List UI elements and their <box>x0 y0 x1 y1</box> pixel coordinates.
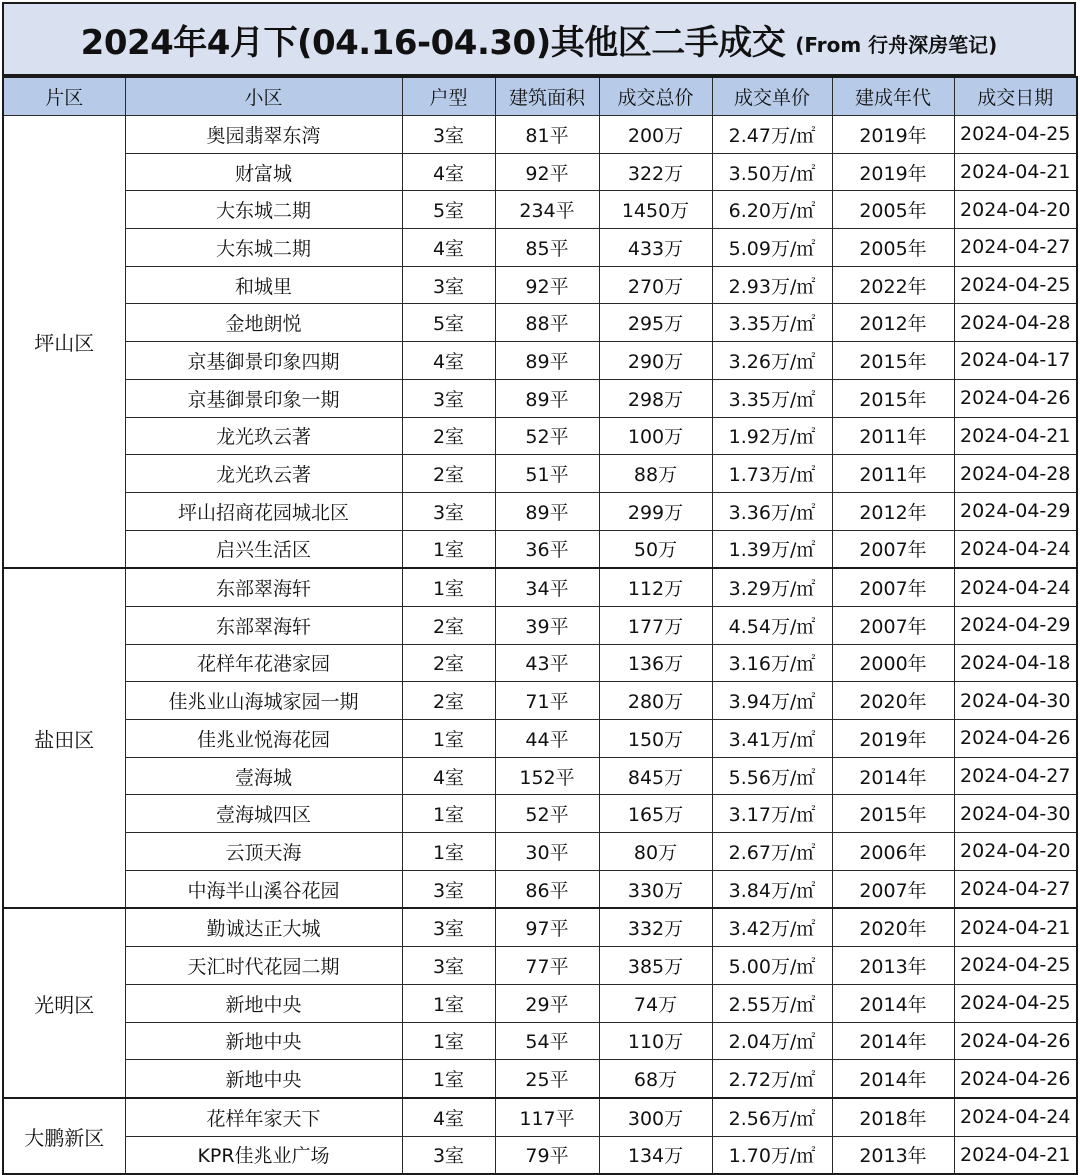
table-row <box>3 153 1077 191</box>
table-row <box>3 191 1077 229</box>
build-year-cell: 2015年 <box>832 379 954 417</box>
community-cell: 龙光玖云著 <box>125 417 402 455</box>
build-year-cell: 2007年 <box>832 870 954 908</box>
layout-cell: 4室 <box>402 229 495 267</box>
layout-cell: 3室 <box>402 908 495 946</box>
unit-price-cell: 2.67万/㎡ <box>712 833 832 871</box>
layout-cell: 1室 <box>402 568 495 606</box>
area-cell: 89平 <box>495 342 599 380</box>
unit-price-cell: 2.47万/㎡ <box>712 116 832 154</box>
community-cell: 花样年花港家园 <box>125 644 402 682</box>
layout-cell: 1室 <box>402 1060 495 1098</box>
area-cell: 92平 <box>495 153 599 191</box>
unit-price-cell: 3.42万/㎡ <box>712 908 832 946</box>
table-row <box>3 342 1077 380</box>
build-year-cell: 2000年 <box>832 644 954 682</box>
layout-cell: 1室 <box>402 1022 495 1060</box>
layout-cell: 3室 <box>402 266 495 304</box>
layout-cell: 2室 <box>402 644 495 682</box>
deal-date-cell: 2024-04-21 <box>954 417 1077 455</box>
unit-price-cell: 2.56万/㎡ <box>712 1098 832 1136</box>
col-header-layout: 户型 <box>402 77 495 116</box>
total-price-cell: 270万 <box>599 266 712 304</box>
total-price-cell: 298万 <box>599 379 712 417</box>
total-price-cell: 300万 <box>599 1098 712 1136</box>
col-header-build-year: 建成年代 <box>832 77 954 116</box>
total-price-cell: 134万 <box>599 1136 712 1174</box>
table-row <box>3 870 1077 908</box>
area-cell: 152平 <box>495 757 599 795</box>
total-price-cell: 112万 <box>599 568 712 606</box>
community-cell: 财富城 <box>125 153 402 191</box>
community-cell: 勤诚达正大城 <box>125 908 402 946</box>
total-price-cell: 136万 <box>599 644 712 682</box>
community-cell: 坪山招商花园城北区 <box>125 492 402 530</box>
community-cell: 京基御景印象四期 <box>125 342 402 380</box>
deal-date-cell: 2024-04-25 <box>954 266 1077 304</box>
build-year-cell: 2007年 <box>832 568 954 606</box>
area-cell: 34平 <box>495 568 599 606</box>
area-cell: 234平 <box>495 191 599 229</box>
deal-date-cell: 2024-04-21 <box>954 153 1077 191</box>
community-cell: 花样年家天下 <box>125 1098 402 1136</box>
total-price-cell: 165万 <box>599 795 712 833</box>
community-cell: 和城里 <box>125 266 402 304</box>
layout-cell: 3室 <box>402 379 495 417</box>
unit-price-cell: 3.36万/㎡ <box>712 492 832 530</box>
layout-cell: 3室 <box>402 870 495 908</box>
area-cell: 89平 <box>495 379 599 417</box>
community-cell: 东部翠海轩 <box>125 568 402 606</box>
table-row <box>3 757 1077 795</box>
sheet-title <box>2 2 1076 76</box>
layout-cell: 1室 <box>402 984 495 1022</box>
layout-cell: 3室 <box>402 947 495 985</box>
table-row <box>3 229 1077 267</box>
title-source: (From 行舟深房笔记) <box>795 32 998 57</box>
deal-date-cell: 2024-04-26 <box>954 720 1077 758</box>
community-cell: 新地中央 <box>125 1060 402 1098</box>
total-price-cell: 290万 <box>599 342 712 380</box>
build-year-cell: 2006年 <box>832 833 954 871</box>
unit-price-cell: 5.56万/㎡ <box>712 757 832 795</box>
unit-price-cell: 3.94万/㎡ <box>712 682 832 720</box>
community-cell: 大东城二期 <box>125 191 402 229</box>
area-cell: 81平 <box>495 116 599 154</box>
deal-date-cell: 2024-04-28 <box>954 455 1077 493</box>
community-cell: 金地朗悦 <box>125 304 402 342</box>
community-cell: 大东城二期 <box>125 229 402 267</box>
district-cell: 大鹏新区 <box>3 1098 125 1174</box>
unit-price-cell: 6.20万/㎡ <box>712 191 832 229</box>
deal-date-cell: 2024-04-26 <box>954 1060 1077 1098</box>
total-price-cell: 433万 <box>599 229 712 267</box>
community-cell: 奥园翡翠东湾 <box>125 116 402 154</box>
area-cell: 36平 <box>495 530 599 568</box>
build-year-cell: 2005年 <box>832 191 954 229</box>
community-cell: 新地中央 <box>125 984 402 1022</box>
unit-price-cell: 3.41万/㎡ <box>712 720 832 758</box>
total-price-cell: 845万 <box>599 757 712 795</box>
unit-price-cell: 4.54万/㎡ <box>712 606 832 644</box>
layout-cell: 1室 <box>402 720 495 758</box>
build-year-cell: 2011年 <box>832 417 954 455</box>
total-price-cell: 330万 <box>599 870 712 908</box>
area-cell: 89平 <box>495 492 599 530</box>
layout-cell: 5室 <box>402 304 495 342</box>
total-price-cell: 177万 <box>599 606 712 644</box>
title-main: 2024年4月下(04.16-04.30)其他区二手成交 <box>80 22 786 63</box>
col-header-unit-price: 成交单价 <box>712 77 832 116</box>
total-price-cell: 385万 <box>599 947 712 985</box>
build-year-cell: 2022年 <box>832 266 954 304</box>
community-cell: 东部翠海轩 <box>125 606 402 644</box>
area-cell: 88平 <box>495 304 599 342</box>
table-body <box>3 116 1077 1175</box>
layout-cell: 1室 <box>402 530 495 568</box>
build-year-cell: 2015年 <box>832 342 954 380</box>
community-cell: 龙光玖云著 <box>125 455 402 493</box>
deal-date-cell: 2024-04-21 <box>954 1136 1077 1174</box>
build-year-cell: 2014年 <box>832 1060 954 1098</box>
table-row <box>3 795 1077 833</box>
layout-cell: 1室 <box>402 833 495 871</box>
table-row <box>3 644 1077 682</box>
deal-date-cell: 2024-04-26 <box>954 1022 1077 1060</box>
layout-cell: 4室 <box>402 757 495 795</box>
deal-date-cell: 2024-04-20 <box>954 191 1077 229</box>
deal-date-cell: 2024-04-26 <box>954 379 1077 417</box>
area-cell: 86平 <box>495 870 599 908</box>
table-row <box>3 984 1077 1022</box>
table-row <box>3 379 1077 417</box>
table-row <box>3 833 1077 871</box>
area-cell: 43平 <box>495 644 599 682</box>
unit-price-cell: 1.39万/㎡ <box>712 530 832 568</box>
unit-price-cell: 3.35万/㎡ <box>712 379 832 417</box>
table-row <box>3 492 1077 530</box>
area-cell: 71平 <box>495 682 599 720</box>
deal-date-cell: 2024-04-24 <box>954 530 1077 568</box>
community-cell: KPR佳兆业广场 <box>125 1136 402 1174</box>
area-cell: 51平 <box>495 455 599 493</box>
deal-date-cell: 2024-04-28 <box>954 304 1077 342</box>
total-price-cell: 322万 <box>599 153 712 191</box>
unit-price-cell: 2.04万/㎡ <box>712 1022 832 1060</box>
unit-price-cell: 1.92万/㎡ <box>712 417 832 455</box>
build-year-cell: 2014年 <box>832 984 954 1022</box>
table-row <box>3 908 1077 946</box>
unit-price-cell: 2.72万/㎡ <box>712 1060 832 1098</box>
layout-cell: 2室 <box>402 417 495 455</box>
total-price-cell: 50万 <box>599 530 712 568</box>
table-row <box>3 417 1077 455</box>
deal-date-cell: 2024-04-20 <box>954 833 1077 871</box>
layout-cell: 3室 <box>402 116 495 154</box>
unit-price-cell: 3.35万/㎡ <box>712 304 832 342</box>
build-year-cell: 2012年 <box>832 492 954 530</box>
district-cell: 光明区 <box>3 908 125 1097</box>
layout-cell: 2室 <box>402 682 495 720</box>
district-cell: 坪山区 <box>3 116 125 569</box>
table-row <box>3 606 1077 644</box>
community-cell: 启兴生活区 <box>125 530 402 568</box>
unit-price-cell: 5.09万/㎡ <box>712 229 832 267</box>
layout-cell: 3室 <box>402 1136 495 1174</box>
deal-date-cell: 2024-04-30 <box>954 682 1077 720</box>
col-header-total-price: 成交总价 <box>599 77 712 116</box>
table-row <box>3 1022 1077 1060</box>
total-price-cell: 1450万 <box>599 191 712 229</box>
community-cell: 新地中央 <box>125 1022 402 1060</box>
deal-date-cell: 2024-04-25 <box>954 116 1077 154</box>
table-row <box>3 530 1077 568</box>
build-year-cell: 2019年 <box>832 153 954 191</box>
header-row <box>3 77 1077 116</box>
layout-cell: 4室 <box>402 153 495 191</box>
build-year-cell: 2007年 <box>832 530 954 568</box>
table-row <box>3 1136 1077 1174</box>
deal-date-cell: 2024-04-25 <box>954 947 1077 985</box>
area-cell: 29平 <box>495 984 599 1022</box>
layout-cell: 2室 <box>402 455 495 493</box>
table-row <box>3 116 1077 154</box>
deal-date-cell: 2024-04-21 <box>954 908 1077 946</box>
build-year-cell: 2020年 <box>832 908 954 946</box>
build-year-cell: 2013年 <box>832 947 954 985</box>
total-price-cell: 100万 <box>599 417 712 455</box>
community-cell: 中海半山溪谷花园 <box>125 870 402 908</box>
total-price-cell: 68万 <box>599 1060 712 1098</box>
col-header-deal-date: 成交日期 <box>954 77 1077 116</box>
area-cell: 52平 <box>495 795 599 833</box>
area-cell: 44平 <box>495 720 599 758</box>
table-row <box>3 947 1077 985</box>
unit-price-cell: 1.70万/㎡ <box>712 1136 832 1174</box>
deal-date-cell: 2024-04-18 <box>954 644 1077 682</box>
build-year-cell: 2020年 <box>832 682 954 720</box>
layout-cell: 5室 <box>402 191 495 229</box>
deal-date-cell: 2024-04-24 <box>954 568 1077 606</box>
total-price-cell: 80万 <box>599 833 712 871</box>
build-year-cell: 2013年 <box>832 1136 954 1174</box>
table-row <box>3 720 1077 758</box>
layout-cell: 4室 <box>402 1098 495 1136</box>
total-price-cell: 295万 <box>599 304 712 342</box>
community-cell: 壹海城四区 <box>125 795 402 833</box>
total-price-cell: 110万 <box>599 1022 712 1060</box>
layout-cell: 3室 <box>402 492 495 530</box>
unit-price-cell: 3.17万/㎡ <box>712 795 832 833</box>
total-price-cell: 150万 <box>599 720 712 758</box>
total-price-cell: 88万 <box>599 455 712 493</box>
community-cell: 佳兆业山海城家园一期 <box>125 682 402 720</box>
area-cell: 97平 <box>495 908 599 946</box>
build-year-cell: 2014年 <box>832 1022 954 1060</box>
table-row <box>3 1060 1077 1098</box>
build-year-cell: 2005年 <box>832 229 954 267</box>
community-cell: 天汇时代花园二期 <box>125 947 402 985</box>
unit-price-cell: 3.16万/㎡ <box>712 644 832 682</box>
unit-price-cell: 5.00万/㎡ <box>712 947 832 985</box>
deal-date-cell: 2024-04-27 <box>954 757 1077 795</box>
table-row <box>3 1098 1077 1136</box>
deal-date-cell: 2024-04-27 <box>954 870 1077 908</box>
deal-date-cell: 2024-04-29 <box>954 492 1077 530</box>
area-cell: 79平 <box>495 1136 599 1174</box>
total-price-cell: 299万 <box>599 492 712 530</box>
area-cell: 52平 <box>495 417 599 455</box>
col-header-district: 片区 <box>3 77 125 116</box>
unit-price-cell: 3.50万/㎡ <box>712 153 832 191</box>
area-cell: 25平 <box>495 1060 599 1098</box>
deal-date-cell: 2024-04-24 <box>954 1098 1077 1136</box>
build-year-cell: 2012年 <box>832 304 954 342</box>
build-year-cell: 2011年 <box>832 455 954 493</box>
transactions-table <box>2 76 1078 1175</box>
area-cell: 77平 <box>495 947 599 985</box>
build-year-cell: 2007年 <box>832 606 954 644</box>
unit-price-cell: 3.29万/㎡ <box>712 568 832 606</box>
unit-price-cell: 2.93万/㎡ <box>712 266 832 304</box>
unit-price-cell: 1.73万/㎡ <box>712 455 832 493</box>
build-year-cell: 2015年 <box>832 795 954 833</box>
build-year-cell: 2018年 <box>832 1098 954 1136</box>
layout-cell: 1室 <box>402 795 495 833</box>
deal-date-cell: 2024-04-17 <box>954 342 1077 380</box>
col-header-community: 小区 <box>125 77 402 116</box>
deal-date-cell: 2024-04-27 <box>954 229 1077 267</box>
community-cell: 云顶天海 <box>125 833 402 871</box>
unit-price-cell: 2.55万/㎡ <box>712 984 832 1022</box>
area-cell: 39平 <box>495 606 599 644</box>
district-cell: 盐田区 <box>3 568 125 908</box>
table-row <box>3 266 1077 304</box>
build-year-cell: 2019年 <box>832 116 954 154</box>
area-cell: 92平 <box>495 266 599 304</box>
total-price-cell: 74万 <box>599 984 712 1022</box>
col-header-area: 建筑面积 <box>495 77 599 116</box>
deal-date-cell: 2024-04-29 <box>954 606 1077 644</box>
community-cell: 壹海城 <box>125 757 402 795</box>
area-cell: 85平 <box>495 229 599 267</box>
area-cell: 30平 <box>495 833 599 871</box>
total-price-cell: 280万 <box>599 682 712 720</box>
total-price-cell: 332万 <box>599 908 712 946</box>
layout-cell: 2室 <box>402 606 495 644</box>
table-row <box>3 304 1077 342</box>
unit-price-cell: 3.84万/㎡ <box>712 870 832 908</box>
total-price-cell: 200万 <box>599 116 712 154</box>
build-year-cell: 2019年 <box>832 720 954 758</box>
area-cell: 117平 <box>495 1098 599 1136</box>
community-cell: 京基御景印象一期 <box>125 379 402 417</box>
unit-price-cell: 3.26万/㎡ <box>712 342 832 380</box>
deal-date-cell: 2024-04-25 <box>954 984 1077 1022</box>
community-cell: 佳兆业悦海花园 <box>125 720 402 758</box>
table-row <box>3 568 1077 606</box>
deal-date-cell: 2024-04-30 <box>954 795 1077 833</box>
table-row <box>3 682 1077 720</box>
build-year-cell: 2014年 <box>832 757 954 795</box>
area-cell: 54平 <box>495 1022 599 1060</box>
layout-cell: 4室 <box>402 342 495 380</box>
table-row <box>3 455 1077 493</box>
